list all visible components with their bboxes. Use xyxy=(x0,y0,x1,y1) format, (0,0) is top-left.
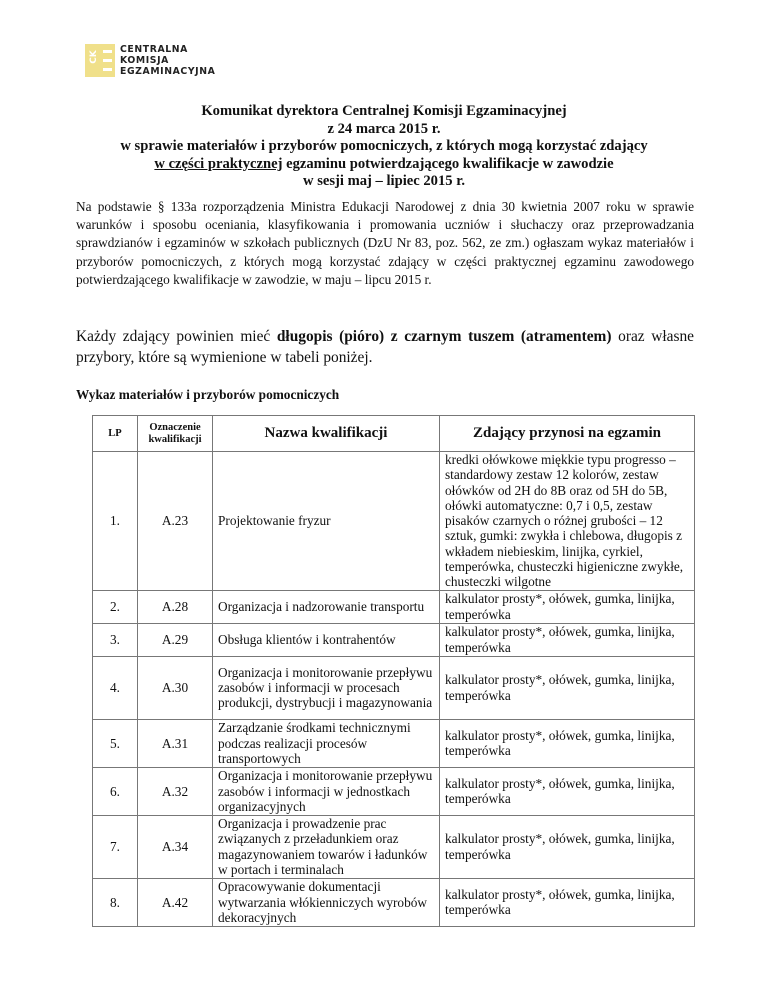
table-row xyxy=(93,590,695,623)
table-row xyxy=(93,452,695,591)
document-title xyxy=(60,103,708,191)
title-line-1: Komunikat dyrektora Centralnej Komisji Egzaminacyjnej xyxy=(201,103,567,119)
logo-mark-text: CK xyxy=(88,50,99,64)
logo-line-2: KOMISJA xyxy=(120,55,169,66)
cell-lp: 3. xyxy=(93,623,138,656)
header-name: Nazwa kwalifikacji xyxy=(213,416,440,452)
table-caption: Wykaz materiałów i przyborów pomocniczych xyxy=(76,387,340,402)
requirement-bold: długopis (pióro) z czarnym tuszem (atramentem) xyxy=(276,328,612,345)
requirement-paragraph xyxy=(76,326,694,368)
cell-code: A.23 xyxy=(138,452,213,591)
cell-code: A.31 xyxy=(138,719,213,767)
cell-code: A.28 xyxy=(138,590,213,623)
table-header-row xyxy=(93,416,695,452)
table-row xyxy=(93,719,695,767)
table-row xyxy=(93,815,695,878)
cke-logo-mark-icon xyxy=(85,44,115,77)
title-underlined-part: w części praktycznej xyxy=(154,155,283,172)
cell-lp: 5. xyxy=(93,719,138,767)
cell-brings: kalkulator prosty*, ołówek, gumka, linijka, temperówka xyxy=(440,719,695,767)
cell-lp: 2. xyxy=(93,590,138,623)
title-line-4-rest: egzaminu potwierdzającego kwalifikacje w zawodzie xyxy=(282,155,614,172)
title-line-4 xyxy=(60,156,708,174)
cell-brings: kredki ołówkowe miękkie typu progresso – standardowy zestaw 12 kolorów, zestaw ołówków od 2H do 8B oraz od 5H do 5B, ołówki automatyczne: 0,7 i 0,5, zestaw pisaków czarnych o różnej grubości – 12 sztuk, gumki: zwykła i chlebowa, długopis z wkładem niebieskim, linijka, cyrkiel, temperówka, chusteczki higieniczne zwykłe, chusteczki wilgotne xyxy=(440,452,695,591)
logo-line-1: CENTRALNA xyxy=(120,44,188,55)
cell-name: Organizacja i monitorowanie przepływu zasobów i informacji w procesach produkcji, dystrybucji i magazynowania xyxy=(213,656,440,719)
cell-code: A.42 xyxy=(138,878,213,926)
cke-logo xyxy=(85,44,215,77)
cell-name: Projektowanie fryzur xyxy=(213,452,440,591)
cell-lp: 7. xyxy=(93,815,138,878)
cell-name: Organizacja i prowadzenie prac związanych z przeładunkiem oraz magazynowaniem towarów i ładunków w portach i terminalach xyxy=(213,815,440,878)
cell-brings: kalkulator prosty*, ołówek, gumka, linijka, temperówka xyxy=(440,815,695,878)
table-row xyxy=(93,623,695,656)
cell-brings: kalkulator prosty*, ołówek, gumka, linijka, temperówka xyxy=(440,656,695,719)
title-session: w sesji maj – lipiec 2015 r. xyxy=(303,173,465,189)
cell-brings: kalkulator prosty*, ołówek, gumka, linijka, temperówka xyxy=(440,623,695,656)
header-code: Oznaczenie kwalifikacji xyxy=(138,416,213,452)
logo-text xyxy=(120,44,215,77)
intro-paragraph: Na podstawie § 133a rozporządzenia Ministra Edukacji Narodowej z dnia 30 kwietnia 2007 roku w sprawie warunków i sposobu oceniania, klasyfikowania i promowania uczniów i słuchaczy oraz przeprowadzania sprawdzianów i egzaminów w szkołach publicznych (DzU Nr 83, poz. 562, ze zm.) ogłaszam wykaz materiałów i przyborów pomocniczych, z których mogą korzystać zdający w części praktycznej egzaminu zawodowego potwierdzającego kwalifikacje w zawodzie, w maju – lipcu 2015 r. xyxy=(76,199,694,287)
logo-line-3: EGZAMINACYJNA xyxy=(120,66,216,77)
materials-table xyxy=(92,415,695,927)
cell-lp: 8. xyxy=(93,878,138,926)
cell-code: A.30 xyxy=(138,656,213,719)
header-lp: LP xyxy=(93,416,138,452)
cell-brings: kalkulator prosty*, ołówek, gumka, linijka, temperówka xyxy=(440,767,695,815)
cell-code: A.29 xyxy=(138,623,213,656)
header-brings: Zdający przynosi na egzamin xyxy=(440,416,695,452)
table-row xyxy=(93,878,695,926)
cell-name: Obsługa klientów i kontrahentów xyxy=(213,623,440,656)
cell-name: Zarządzanie środkami technicznymi podczas realizacji procesów transportowych xyxy=(213,719,440,767)
cell-brings: kalkulator prosty*, ołówek, gumka, linijka, temperówka xyxy=(440,878,695,926)
title-date: z 24 marca 2015 r. xyxy=(327,120,441,137)
cell-name: Organizacja i nadzorowanie transportu xyxy=(213,590,440,623)
cell-code: A.34 xyxy=(138,815,213,878)
requirement-post: oraz własne przybory, które są wymienione w tabeli poniżej. xyxy=(76,328,694,366)
title-line-3: w sprawie materiałów i przyborów pomocniczych, z których mogą korzystać zdający xyxy=(120,138,648,154)
requirement-pre: Każdy zdający powinien mieć xyxy=(76,328,277,345)
cell-brings: kalkulator prosty*, ołówek, gumka, linijka, temperówka xyxy=(440,590,695,623)
cell-code: A.32 xyxy=(138,767,213,815)
cell-name: Opracowywanie dokumentacji wytwarzania włókienniczych wyrobów dekoracyjnych xyxy=(213,878,440,926)
table-row xyxy=(93,767,695,815)
cell-lp: 6. xyxy=(93,767,138,815)
cell-lp: 4. xyxy=(93,656,138,719)
table-row xyxy=(93,656,695,719)
cell-name: Organizacja i monitorowanie przepływu zasobów i informacji w jednostkach organizacyjnych xyxy=(213,767,440,815)
cell-lp: 1. xyxy=(93,452,138,591)
